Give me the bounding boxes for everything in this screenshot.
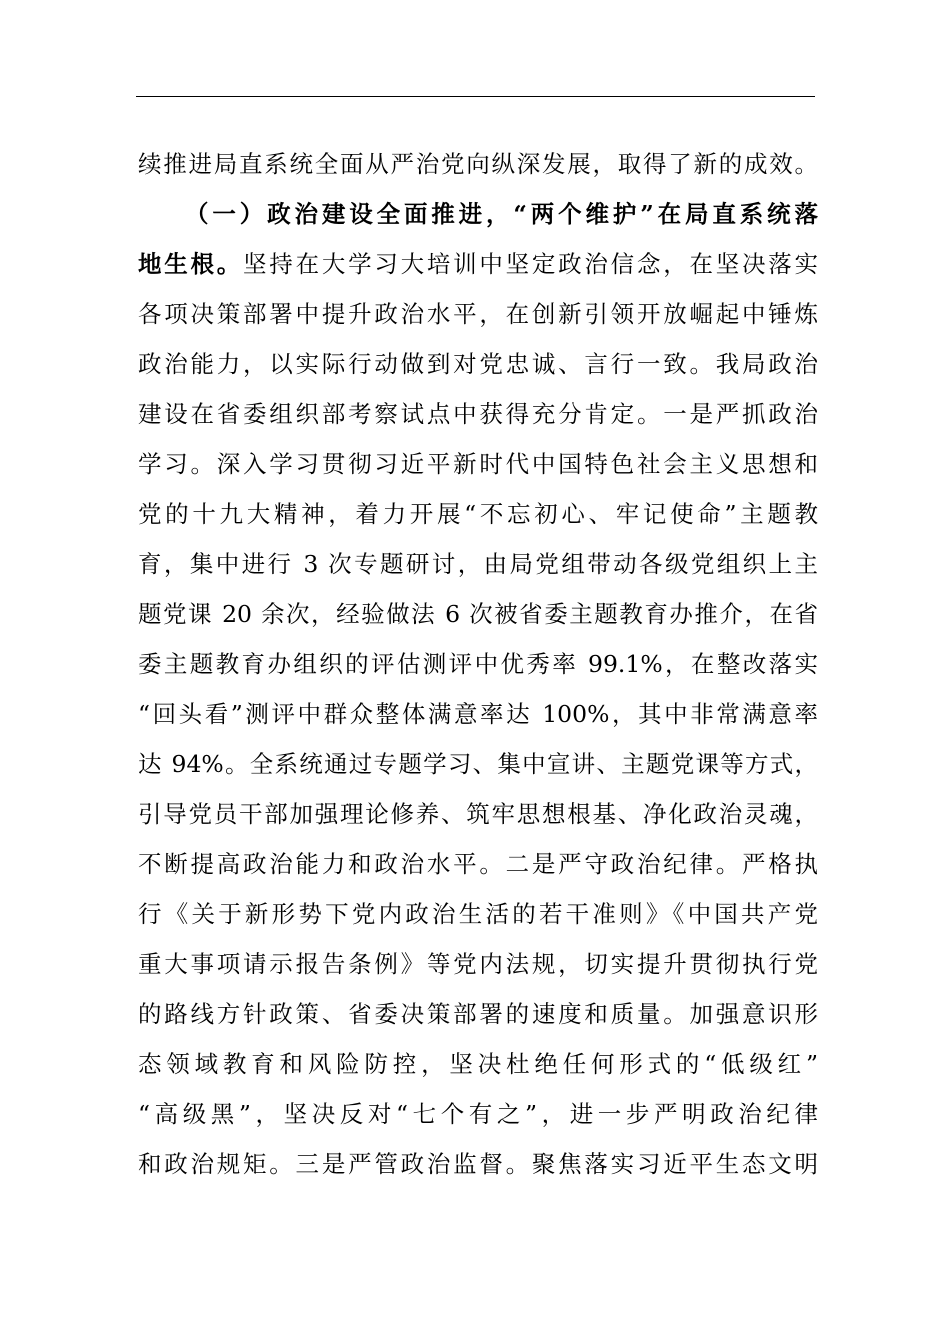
text-line: 达 94%。全系统通过专题学习、集中宣讲、主题党课等方式， bbox=[138, 750, 818, 778]
text-line: 态领域教育和风险防控，坚决杜绝任何形式的“低级红” bbox=[138, 1050, 818, 1078]
text-line: “回头看”测评中群众整体满意率达 100%，其中非常满意率 bbox=[138, 700, 818, 728]
text-line: 引导党员干部加强理论修养、筑牢思想根基、净化政治灵魂， bbox=[138, 800, 818, 828]
text-line: 政治能力，以实际行动做到对党忠诚、言行一致。我局政治 bbox=[138, 350, 818, 378]
text-line: 委主题教育办组织的评估测评中优秀率 99.1%，在整改落实 bbox=[138, 650, 818, 678]
text-line: 不断提高政治能力和政治水平。二是严守政治纪律。严格执 bbox=[138, 850, 818, 878]
text-line: 建设在省委组织部考察试点中获得充分肯定。一是严抓政治 bbox=[138, 400, 818, 428]
text-line: 行《关于新形势下党内政治生活的若干准则》《中国共产党 bbox=[138, 900, 818, 928]
section-heading: （一）政治建设全面推进，“两个维护”在局直系统落 bbox=[185, 200, 818, 228]
text-line: 育，集中进行 3 次专题研讨，由局党组带动各级党组织上主 bbox=[138, 550, 818, 578]
text-line: 续推进局直系统全面从严治党向纵深发展，取得了新的成效。 bbox=[138, 150, 818, 178]
header-rule bbox=[136, 96, 815, 97]
text-line: 各项决策部署中提升政治水平，在创新引领开放崛起中锤炼 bbox=[138, 300, 818, 328]
text-line: 的路线方针政策、省委决策部署的速度和质量。加强意识形 bbox=[138, 1000, 818, 1028]
text-line: 党的十九大精神，着力开展“不忘初心、牢记使命”主题教 bbox=[138, 500, 818, 528]
text-line: 重大事项请示报告条例》等党内法规，切实提升贯彻执行党 bbox=[138, 950, 818, 978]
text-line: 地生根。坚持在大学习大培训中坚定政治信念，在坚决落实 bbox=[138, 250, 819, 278]
text-line: 学习。深入学习贯彻习近平新时代中国特色社会主义思想和 bbox=[138, 450, 818, 478]
text-line: 题党课 20 余次，经验做法 6 次被省委主题教育办推介，在省 bbox=[138, 600, 818, 628]
text-line: “高级黑”，坚决反对“七个有之”，进一步严明政治纪律 bbox=[138, 1100, 818, 1128]
text-line: 和政治规矩。三是严管政治监督。聚焦落实习近平生态文明 bbox=[138, 1150, 818, 1178]
document-body bbox=[138, 139, 818, 1189]
section-heading-end: 地生根。 bbox=[138, 250, 244, 278]
